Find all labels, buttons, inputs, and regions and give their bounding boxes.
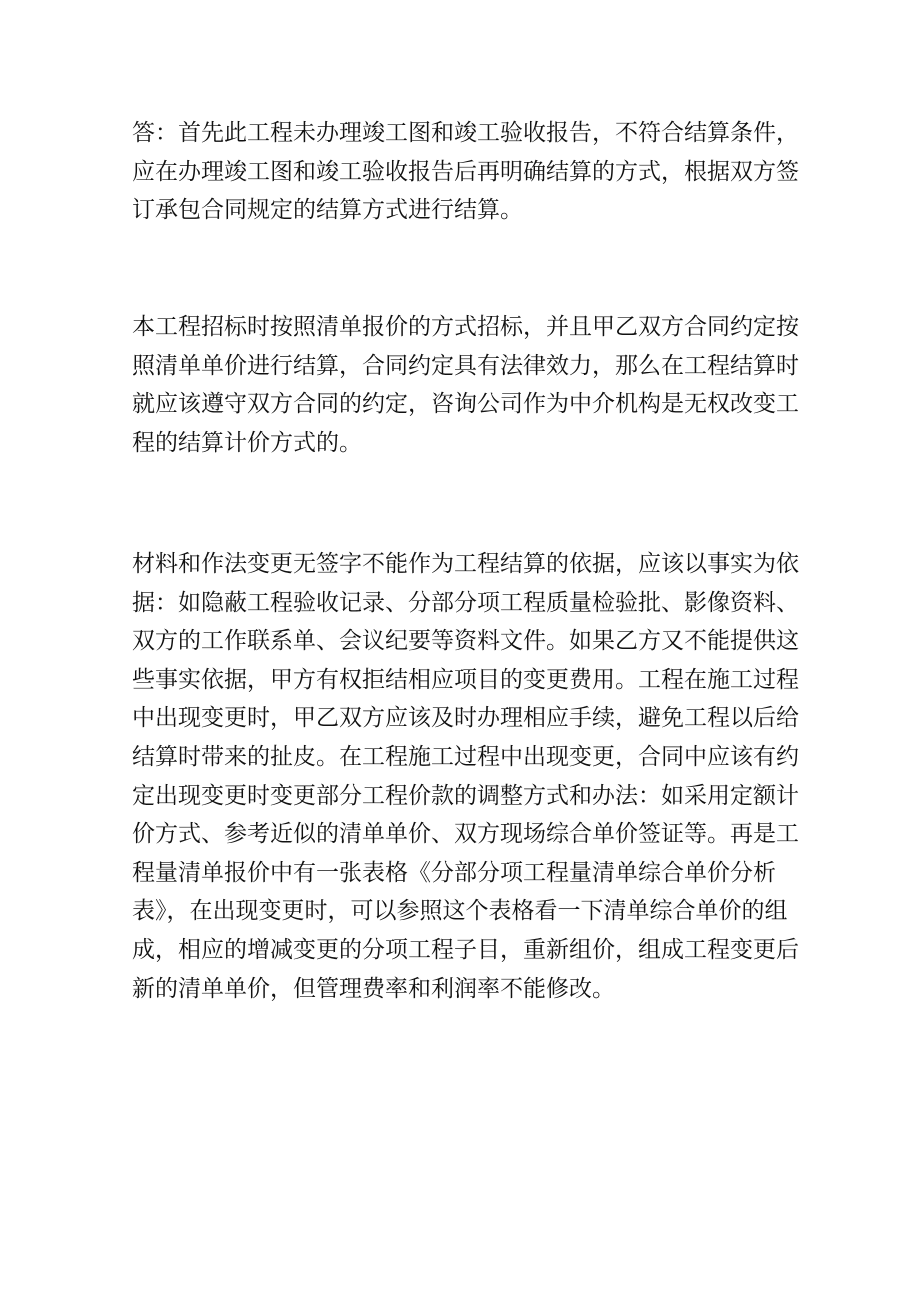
answer-paragraph (132, 114, 822, 230)
change-paragraph (132, 545, 822, 1008)
text-line: 价方式、参考近似的清单单价、双方现场综合单价签证等。再是工 (132, 821, 799, 848)
text-line: 双方的工作联系单、会议纪要等资料文件。如果乙方又不能提供这 (132, 628, 799, 655)
text-line: 表》，在出现变更时，可以参照这个表格看一下清单综合单价的组 (132, 898, 788, 925)
text-line: 照清单单价进行结算，合同约定具有法律效力，那么在工程结算时 (132, 352, 799, 379)
text-line: 就应该遵守双方合同的约定，咨询公司作为中介机构是无权改变工 (132, 391, 799, 418)
text-line: 材料和作法变更无签字不能作为工程结算的依据，应该以事实为依 (132, 551, 799, 577)
text-line: 成，相应的增减变更的分项工程子目，重新组价，组成工程变更后 (132, 936, 799, 963)
text-line: 结算时带来的扯皮。在工程施工过程中出现变更，合同中应该有约 (132, 743, 799, 770)
text-line: 些事实依据，甲方有权拒结相应项目的变更费用。工程在施工过程 (132, 666, 799, 693)
text-line: 中出现变更时，甲乙双方应该及时办理相应手续，避免工程以后给 (132, 705, 799, 732)
text-line: 程的结算计价方式的。 (132, 429, 362, 456)
text-line: 定出现变更时变更部分工程价款的调整方式和办法：如采用定额计 (132, 782, 799, 809)
text-line: 程量清单报价中有一张表格《分部分项工程量清单综合单价分析 (132, 859, 776, 886)
text-line: 答：首先此工程未办理竣工图和竣工验收报告，不符合结算条件， (132, 120, 799, 146)
text-line: 新的清单单价，但管理费率和利润率不能修改。 (132, 975, 615, 1002)
text-line: 据：如隐蔽工程验收记录、分部分项工程质量检验批、影像资料、 (132, 589, 799, 616)
text-line: 本工程招标时按照清单报价的方式招标，并且甲乙双方合同约定按 (132, 314, 799, 340)
contract-paragraph (132, 308, 822, 462)
text-line: 订承包合同规定的结算方式进行结算。 (132, 197, 523, 224)
text-line: 应在办理竣工图和竣工验收报告后再明确结算的方式，根据双方签 (132, 158, 799, 185)
